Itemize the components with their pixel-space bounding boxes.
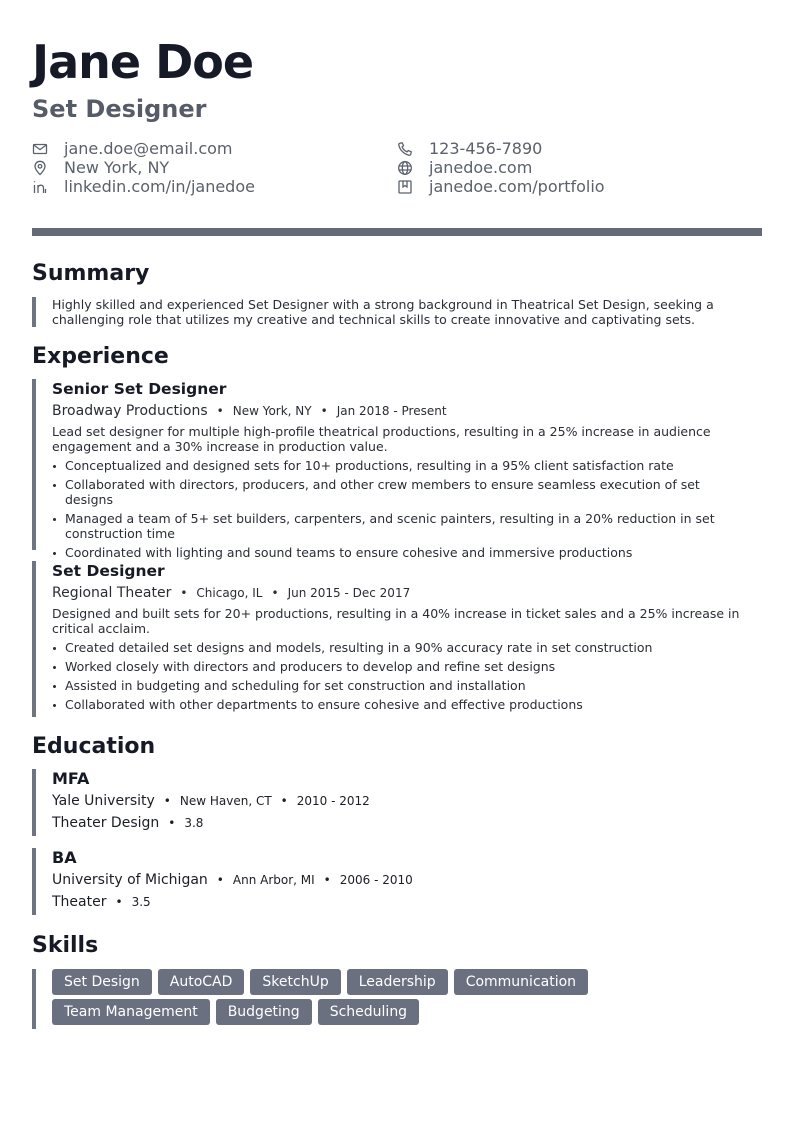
skill-tag: Scheduling	[318, 999, 419, 1025]
linkedin-text: linkedin.com/in/janedoe	[64, 177, 255, 196]
portfolio-text: janedoe.com/portfolio	[429, 177, 605, 196]
job-description: Designed and built sets for 20+ productions, resulting in a 40% increase in ticket sales and a 25% increase in critical acclaim.	[52, 606, 740, 636]
education-entry	[32, 769, 762, 836]
contact-phone[interactable]	[397, 139, 542, 158]
job-dates: Jan 2018 - Present	[336, 404, 447, 418]
job-location: New York, NY	[232, 404, 312, 418]
candidate-role: Set Designer	[32, 95, 207, 123]
job-dates: Jun 2015 - Dec 2017	[287, 586, 411, 600]
field-of-study: Theater	[52, 894, 107, 910]
bullet-item: Conceptualized and designed sets for 10+ productions, resulting in a 95% client satisfaction rate	[52, 458, 732, 473]
contact-email[interactable]	[32, 139, 233, 158]
company-name: Regional Theater	[52, 585, 172, 601]
summary-text: Highly skilled and experienced Set Designer with a strong background in Theatrical Set Design, seeking a challenging role that utilizes my creative and technical skills to create innovative and captivating sets.	[52, 297, 714, 327]
skill-tag: AutoCAD	[158, 969, 245, 995]
job-meta	[52, 401, 762, 421]
bullet-item: Managed a team of 5+ set builders, carpenters, and scenic painters, resulting in a 20% reduction in set construction time	[52, 511, 732, 541]
separator-dot: •	[280, 794, 288, 808]
school-dates: 2010 - 2012	[296, 794, 370, 808]
experience-entry	[32, 379, 762, 560]
job-meta	[52, 583, 762, 603]
separator-dot: •	[216, 404, 224, 418]
separator-dot: •	[115, 895, 123, 909]
degree: MFA	[52, 769, 90, 788]
education-meta	[52, 791, 762, 811]
separator-dot: •	[323, 873, 331, 887]
field-of-study: Theater Design	[52, 815, 160, 831]
contact-website[interactable]	[397, 158, 532, 177]
education-heading: Education	[32, 734, 156, 759]
bullet-item: Worked closely with directors and producers to develop and refine set designs	[52, 659, 732, 674]
degree: BA	[52, 848, 77, 867]
contact-portfolio[interactable]	[397, 177, 605, 196]
school-name: University of Michigan	[52, 872, 208, 888]
education-entry	[32, 848, 762, 915]
job-location: Chicago, IL	[196, 586, 263, 600]
experience-entry	[32, 561, 762, 717]
phone-icon	[397, 141, 413, 157]
website-text: janedoe.com	[429, 158, 533, 177]
skill-tag: Budgeting	[216, 999, 312, 1025]
contact-location	[32, 158, 169, 177]
skill-tags	[52, 969, 652, 1029]
bullet-item: Collaborated with directors, producers, and other crew members to ensure seamless execution of set designs	[52, 477, 732, 507]
company-name: Broadway Productions	[52, 403, 208, 419]
separator-dot: •	[180, 586, 188, 600]
skill-tag: Communication	[454, 969, 588, 995]
header-divider	[32, 228, 762, 236]
summary-heading: Summary	[32, 261, 150, 286]
school-name: Yale University	[52, 793, 155, 809]
contact-linkedin[interactable]	[32, 177, 255, 196]
candidate-name: Jane Doe	[32, 35, 254, 89]
job-title: Senior Set Designer	[52, 380, 227, 398]
skill-tag: Leadership	[347, 969, 448, 995]
bullet-item: Assisted in budgeting and scheduling for set construction and installation	[52, 678, 732, 693]
education-field	[52, 892, 762, 912]
separator-dot: •	[216, 873, 224, 887]
globe-icon	[397, 160, 413, 176]
job-bullets	[52, 640, 762, 712]
education-field	[52, 813, 762, 833]
skill-tag: Set Design	[52, 969, 152, 995]
phone-text: 123-456-7890	[429, 139, 543, 158]
map-pin-icon	[32, 160, 48, 176]
separator-dot: •	[163, 794, 171, 808]
summary-block	[32, 297, 762, 327]
education-meta	[52, 870, 762, 890]
email-text: jane.doe@email.com	[64, 139, 233, 158]
skill-tag: SketchUp	[250, 969, 340, 995]
linkedin-icon	[32, 179, 48, 195]
skill-tag: Team Management	[52, 999, 210, 1025]
separator-dot: •	[271, 586, 279, 600]
experience-heading: Experience	[32, 344, 169, 369]
school-location: New Haven, CT	[179, 794, 272, 808]
contact-info	[32, 138, 762, 200]
skills-block	[32, 969, 762, 1029]
separator-dot: •	[168, 816, 176, 830]
job-bullets	[52, 458, 762, 560]
school-dates: 2006 - 2010	[339, 873, 413, 887]
bullet-item: Coordinated with lighting and sound teams to ensure cohesive and immersive productions	[52, 545, 732, 560]
skills-heading: Skills	[32, 933, 99, 958]
gpa: 3.8	[184, 816, 204, 830]
school-location: Ann Arbor, MI	[232, 873, 315, 887]
mail-icon	[32, 141, 48, 157]
portfolio-icon	[397, 179, 413, 195]
gpa: 3.5	[131, 895, 151, 909]
job-description: Lead set designer for multiple high-profile theatrical productions, resulting in a 25% increase in audience engagement and a 30% increase in production value.	[52, 424, 711, 454]
bullet-item: Created detailed set designs and models, resulting in a 90% accuracy rate in set construction	[52, 640, 732, 655]
job-title: Set Designer	[52, 562, 165, 580]
separator-dot: •	[320, 404, 328, 418]
bullet-item: Collaborated with other departments to ensure cohesive and effective productions	[52, 697, 732, 712]
location-text: New York, NY	[64, 158, 170, 177]
